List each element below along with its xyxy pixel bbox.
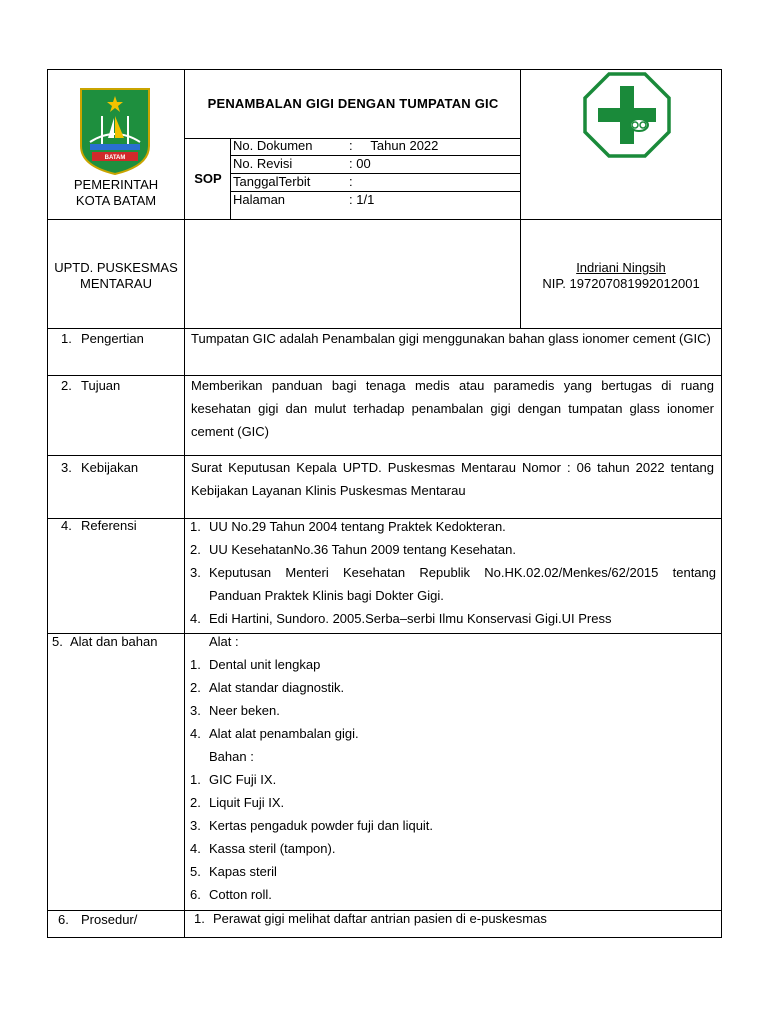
- list-item: 5. Kapas steril: [190, 864, 277, 879]
- list-item: 4. Alat alat penambalan gigi.: [190, 726, 359, 741]
- list-item: 6. Cotton roll.: [190, 887, 272, 902]
- procedure-list: [194, 907, 720, 930]
- list-item: 1. Dental unit lengkap: [190, 657, 321, 672]
- list-item: 3. Keputusan Menteri Kesehatan Republik No.HK.02.02/Menkes/62/2015 tentang Panduan Praktek Klinis bagi Dokter Gigi.: [190, 565, 716, 603]
- sop-label: SOP: [194, 171, 222, 186]
- list-item: 1. GIC Fuji IX.: [190, 772, 277, 787]
- unit-name: [48, 260, 184, 292]
- unit-line-1: UPTD. PUSKESMAS: [54, 260, 178, 275]
- list-item: 2. Alat standar diagnostik.: [190, 680, 345, 695]
- document-title: PENAMBALAN GIGI DENGAN TUMPATAN GIC: [207, 96, 499, 111]
- bahan-heading: Bahan :: [209, 749, 254, 764]
- puskesmas-logo: [583, 71, 671, 159]
- list-item: 2. Liquit Fuji IX.: [190, 795, 285, 810]
- section-text-pengertian: Tumpatan GIC adalah Penambalan gigi menggunakan bahan glass ionomer cement (GIC): [191, 331, 711, 346]
- signatory-nip: NIP. 197207081992012001: [542, 276, 700, 291]
- list-item: 4. Kassa steril (tampon).: [190, 841, 336, 856]
- batam-crest-logo: [78, 86, 152, 176]
- government-name: [48, 177, 184, 209]
- meta-revision: No. Revisi : 00: [233, 156, 371, 171]
- meta-document-number: No. Dokumen : Tahun 2022: [233, 138, 439, 153]
- list-item: 3. Neer beken.: [190, 703, 280, 718]
- reference-list: [190, 515, 716, 630]
- section-text-tujuan: Memberikan panduan bagi tenaga medis atau paramedis yang bertugas di ruang kesehatan gigi dan mulut terhadap penambalan gigi dengan tumpatan glass ionomer cement (GIC): [191, 378, 714, 439]
- government-line-1: PEMERINTAH: [73, 177, 159, 192]
- signatory-name: Indriani Ningsih: [576, 260, 666, 275]
- list-item: 1. UU No.29 Tahun 2004 tentang Praktek Kedokteran.: [190, 519, 506, 534]
- government-line-2: KOTA BATAM: [75, 193, 157, 208]
- list-item: 2. UU KesehatanNo.36 Tahun 2009 tentang Kesehatan.: [190, 542, 516, 557]
- alat-heading: Alat :: [209, 634, 239, 649]
- meta-page: Halaman : 1/1: [233, 192, 375, 207]
- tools-materials-list: [190, 630, 716, 906]
- meta-issue-date: TanggalTerbit :: [233, 174, 353, 189]
- unit-line-2: MENTARAU: [80, 276, 152, 291]
- list-item: 3. Kertas pengaduk powder fuji dan liquit.: [190, 818, 434, 833]
- list-item: 4. Edi Hartini, Sundoro. 2005.Serba–serbi Ilmu Konservasi Gigi.UI Press: [190, 611, 612, 626]
- list-item: 1. Perawat gigi melihat daftar antrian pasien di e-puskesmas: [194, 911, 547, 926]
- section-text-kebijakan: Surat Keputusan Kepala UPTD. Puskesmas Mentarau Nomor : 06 tahun 2022 tentang Kebijakan Layanan Klinis Puskesmas Mentarau: [191, 460, 714, 498]
- crest-text: BATAM: [104, 155, 126, 161]
